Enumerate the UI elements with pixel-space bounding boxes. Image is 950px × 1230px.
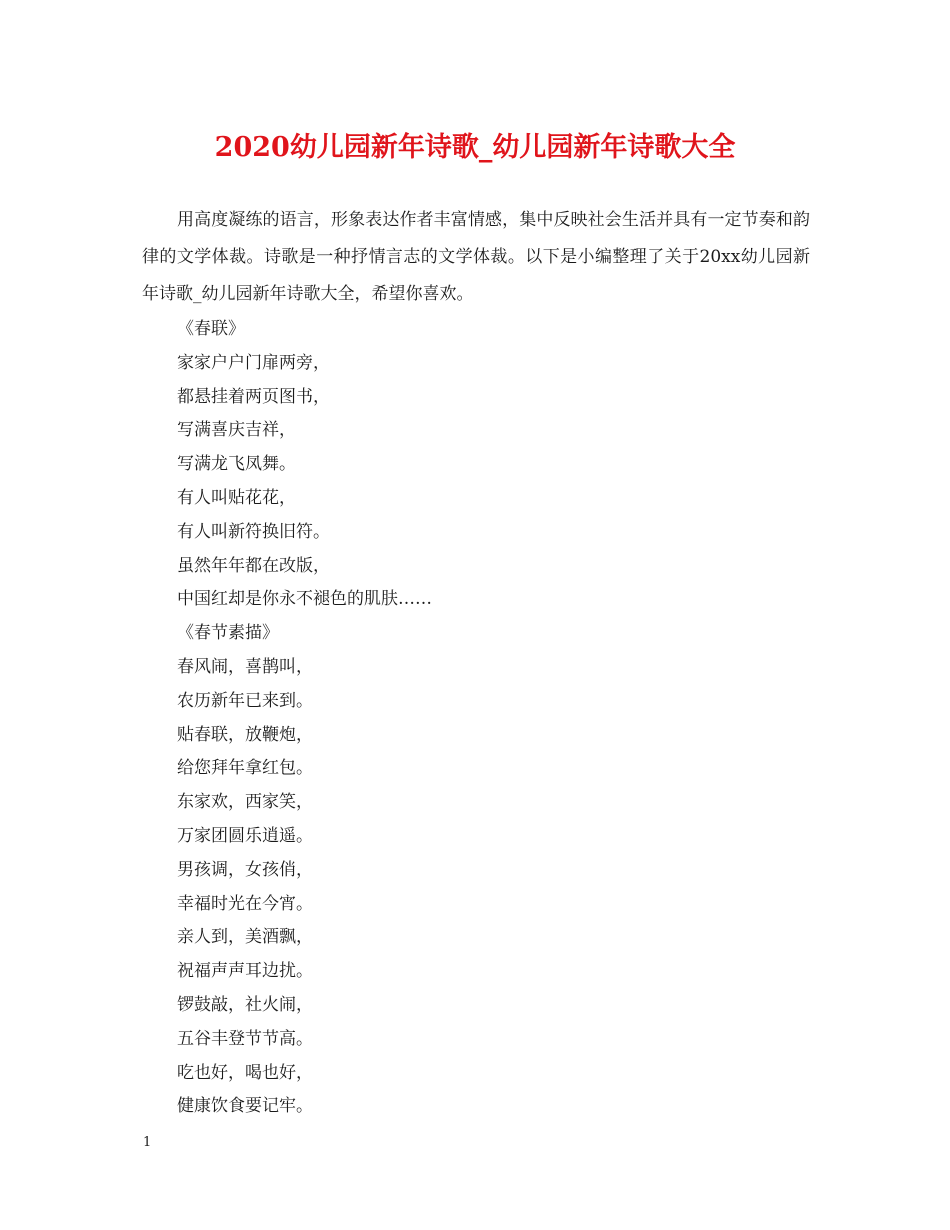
poem-line: 农历新年已来到。 — [177, 690, 313, 711]
poem-line: 《春联》 — [177, 319, 245, 339]
poem-line: 家家户户门扉两旁， — [177, 352, 330, 373]
poem-lines — [177, 313, 797, 1124]
poem-line: 写满喜庆吉祥， — [177, 420, 296, 441]
poem-line: 亲人到，美酒飘， — [177, 927, 313, 948]
poem-line: 祝福声声耳边扰。 — [177, 961, 313, 982]
poem-line: 贴春联，放鞭炮， — [177, 724, 313, 745]
poem-line: 《春节素描》 — [177, 623, 279, 644]
poem-line: 写满龙飞凤舞。 — [177, 454, 296, 475]
poem-line: 东家欢，西家笑， — [177, 792, 313, 813]
poem-line: 锣鼓敲，社火闹， — [177, 994, 313, 1015]
poem-line: 五谷丰登节节高。 — [177, 1028, 313, 1049]
poem-line: 给您拜年拿红包。 — [177, 758, 313, 779]
poem-line: 春风闹，喜鹊叫， — [177, 656, 313, 677]
poem-line: 中国红却是你永不褪色的肌肤…… — [177, 589, 432, 610]
poem-line: 都悬挂着两页图书， — [177, 386, 330, 407]
poem-line: 男孩调，女孩俏， — [177, 859, 313, 880]
page-number: 1 — [143, 1135, 152, 1150]
poem-line: 有人叫贴花花， — [177, 487, 296, 508]
poem-line: 有人叫新符换旧符。 — [177, 521, 330, 542]
poem-line: 健康饮食要记牢。 — [177, 1096, 313, 1117]
intro-paragraph: 用高度凝练的语言，形象表达作者丰富情感，集中反映社会生活并具有一定节奏和韵律的文学体裁。诗歌是一种抒情言志的文学体裁。以下是小编整理了关于20xx幼儿园新年诗歌_幼儿园新年诗歌大全，希望你喜欢。 — [142, 210, 810, 304]
poem-line: 虽然年年都在改版， — [177, 555, 330, 576]
poem-line: 万家团圆乐逍遥。 — [177, 825, 313, 846]
poem-line: 吃也好，喝也好， — [177, 1062, 313, 1083]
poem-line: 幸福时光在今宵。 — [177, 893, 313, 914]
document-title: 2020幼儿园新年诗歌_幼儿园新年诗歌大全 — [214, 132, 736, 163]
